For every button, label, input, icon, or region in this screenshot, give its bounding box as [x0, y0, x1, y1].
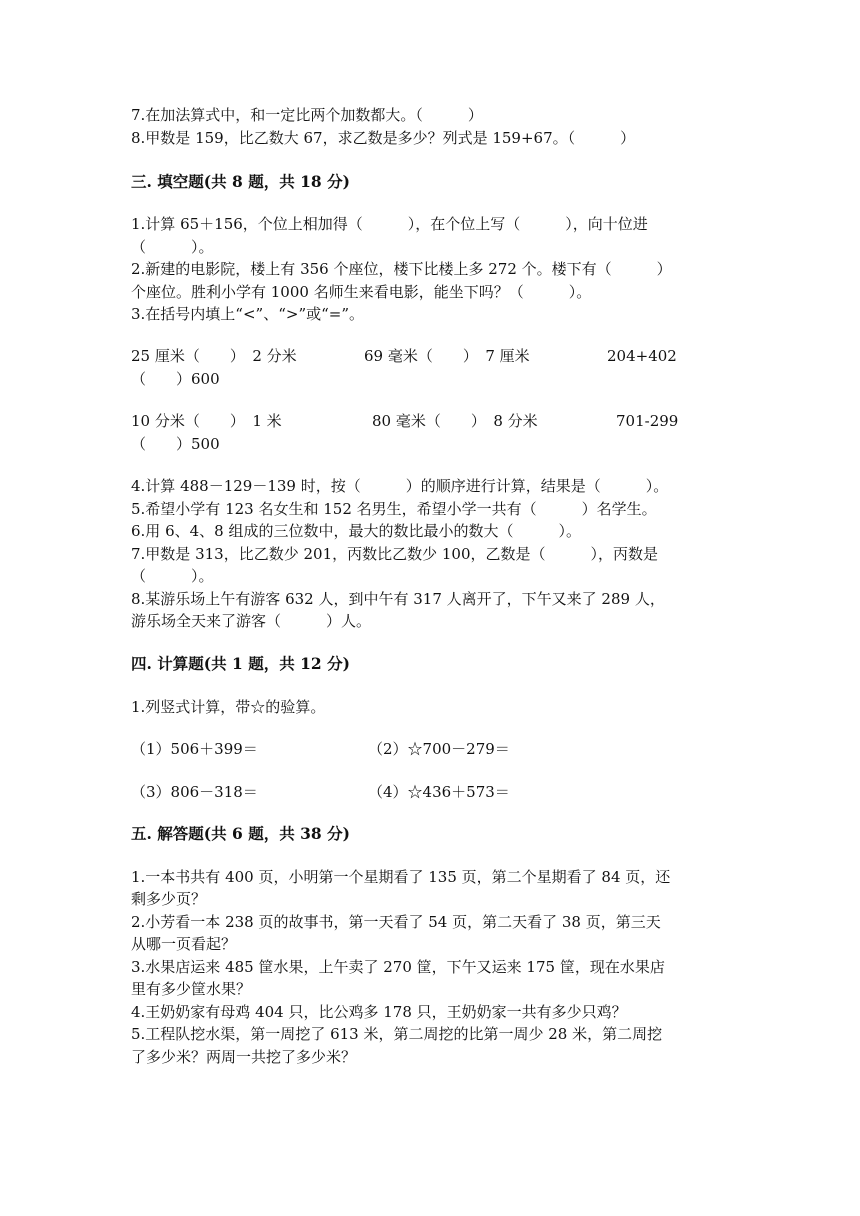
fill-item-4: 4.计算 488－129－139 时，按（ ）的顺序进行计算，结果是（ ）。: [131, 477, 669, 495]
compare-2a: 10 分米（ ） 1 米: [131, 412, 282, 430]
calc-item-2: （2）☆700－279＝: [368, 740, 510, 758]
compare-1d: （ ）600: [131, 370, 220, 388]
answer-item-1-line2: 剩多少页？: [131, 890, 207, 908]
fill-item-7-line2: （ ）。: [131, 567, 214, 585]
calc-item-3: （3）806－318＝: [131, 783, 258, 801]
fill-item-2-line2: 个座位。胜利小学有 1000 名师生来看电影，能坐下吗？（ ）。: [131, 283, 592, 301]
compare-2d: （ ）500: [131, 435, 220, 453]
fill-item-5: 5.希望小学有 123 名女生和 152 名男生，希望小学一共有（ ）名学生。: [131, 500, 657, 518]
fill-item-6: 6.用 6、4、8 组成的三位数中，最大的数比最小的数大（ ）。: [131, 522, 581, 540]
fill-item-7-line1: 7.甲数是 313，比乙数少 201，丙数比乙数少 100，乙数是（ ），丙数是: [131, 545, 659, 563]
compare-1c: 204+402: [607, 347, 677, 365]
section-3-title: 三. 填空题(共 8 题，共 18 分): [131, 172, 350, 191]
answer-item-3-line2: 里有多少筐水果？: [131, 980, 252, 998]
compare-1a: 25 厘米（ ） 2 分米: [131, 347, 297, 365]
calc-item-1: （1）506＋399＝: [131, 740, 258, 758]
calc-item-4: （4）☆436＋573＝: [368, 783, 510, 801]
judge-item-7: 7.在加法算式中，和一定比两个加数都大。（ ）: [131, 106, 483, 124]
answer-item-4: 4.王奶奶家有母鸡 404 只，比公鸡多 178 只，王奶奶家一共有多少只鸡？: [131, 1003, 627, 1021]
fill-item-3: 3.在括号内填上“<”、“>”或“=”。: [131, 305, 365, 323]
calc-intro: 1.列竖式计算，带☆的验算。: [131, 698, 326, 716]
fill-item-1-line1: 1.计算 65＋156，个位上相加得（ ），在个位上写（ ），向十位进: [131, 215, 648, 233]
compare-1b: 69 毫米（ ） 7 厘米: [364, 347, 530, 365]
judge-item-8: 8.甲数是 159，比乙数大 67，求乙数是多少？列式是 159+67。（ ）: [131, 129, 636, 147]
fill-item-8-line2: 游乐场全天来了游客（ ）人。: [131, 612, 372, 630]
fill-item-2-line1: 2.新建的电影院，楼上有 356 个座位，楼下比楼上多 272 个。楼下有（ ）: [131, 260, 672, 278]
compare-2b: 80 毫米（ ） 8 分米: [372, 412, 538, 430]
answer-item-3-line1: 3.水果店运来 485 筐水果，上午卖了 270 筐，下午又运来 175 筐，现在水果店: [131, 958, 665, 976]
answer-item-5-line2: 了多少米？两周一共挖了多少米？: [131, 1048, 357, 1066]
answer-item-2-line1: 2.小芳看一本 238 页的故事书，第一天看了 54 页，第二天看了 38 页，第三天: [131, 913, 661, 931]
fill-item-1-line2: （ ）。: [131, 238, 214, 256]
section-5-title: 五. 解答题(共 6 题，共 38 分): [131, 824, 350, 843]
section-4-title: 四. 计算题(共 1 题，共 12 分): [131, 654, 350, 673]
answer-item-1-line1: 1.一本书共有 400 页，小明第一个星期看了 135 页，第二个星期看了 84 页，还: [131, 868, 671, 886]
fill-item-8-line1: 8.某游乐场上午有游客 632 人，到中午有 317 人离开了，下午又来了 289 人，: [131, 590, 665, 608]
answer-item-5-line1: 5.工程队挖水渠，第一周挖了 613 米，第二周挖的比第一周少 28 米，第二周挖: [131, 1025, 663, 1043]
answer-item-2-line2: 从哪一页看起？: [131, 935, 237, 953]
compare-2c: 701-299: [616, 412, 679, 430]
